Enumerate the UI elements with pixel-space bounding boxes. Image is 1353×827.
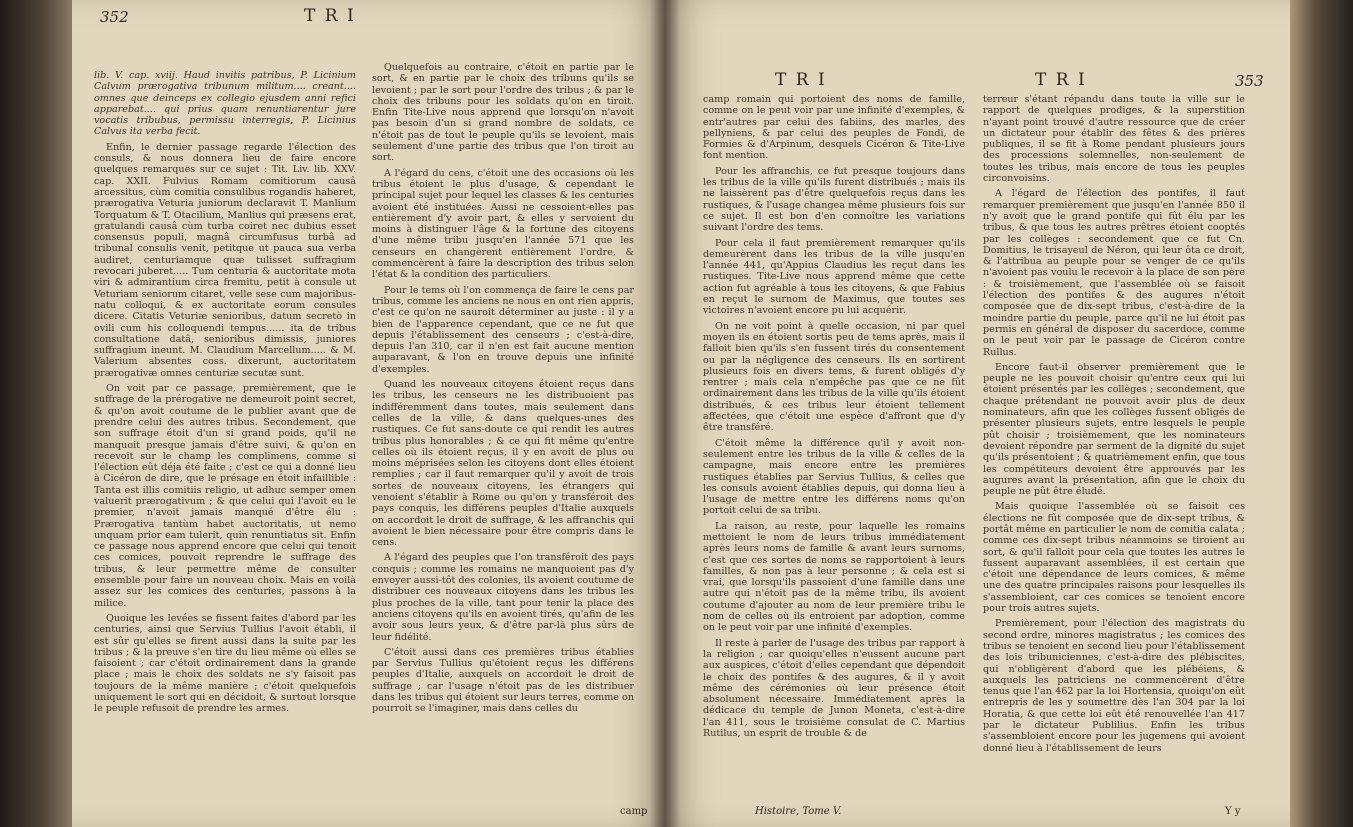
- running-head-left: T R I: [304, 6, 356, 26]
- paragraph: camp romain qui portoient des noms de famille, comme on le peut voir par une infinité d'exemples, & entr'autres par celui des fabiins, des marles, des pellyniens, & par celui des peuples de Fondi, de Formies & d'Arpinum, desquels Cicéron & Tite-Live font mention.: [703, 94, 965, 162]
- paragraph: Quelquefois au contraire, c'étoit en partie par le sort, & en partie par le choix des tribuns qu'ils se levoient ; par le sort pour l'ordre des tribus ; & par le choix des tribuns pour les soldats qu'on en tiroit. Enfin Tite-Live nous apprend que lorsqu'on n'avoit pas besoin d'un si grand nombre de soldats, ce n'étoit pas de tout le peuple qu'ils se levoient, mais seulement d'une partie des tribus que l'on tiroit au sort.: [372, 62, 634, 164]
- paragraph: C'étoit aussi dans ces premières tribus établies par Servius Tullius qu'étoient reçus les différens peuples d'Italie, auxquels on accordoit le droit de suffrage ; car l'usage n'étoit pas de les distribuer dans les tribus qui étoient sur leurs terres, comme on pourroit se l'imaginer, mais dans celles du: [372, 646, 634, 715]
- paragraph: On voit par ce passage, premièrement, que le suffrage de la prérogative ne demeuroit point secret, & qu'on avoit coutume de le publier avant que de prendre celui des autres tribus. Secondement, que son suffrage étoit d'un si grand poids, qu'il ne manquoit presque jamais d'être suivi, & qu'on en recevoit sur le champ les complimens, comme si l'élection eût déja été faite ; c'est ce qui a donné lieu à Cicéron de dire, que le présage en étoit infaillible : Tanta est illis comitiis religio, ut adhuc semper omen valuerit prærogativum ; & que celui qui l'avoit eu le premier, n'avoit jamais manqué d'être élu : Prærogativa tantùm habet auctoritatis, ut nemo unquam prior eam tulerit, quin renuntiatus sit. Enfin ce passage nous apprend encore que celui qui tenoit ces comices, pouvoit reprendre le suffrage des tribus, & leur permettre même de consulter ensemble pour faire un nouveau choix. Mais en voilà assez sur les comices des centuries, passons à la milice.: [94, 383, 356, 609]
- paragraph: Enfin, le dernier passage regarde l'élection des consuls, & nous donnera lieu de faire encore quelques remarques sur ce sujet : Tit. Liv. lib. XXV. cap. XXII. Fulvius Romam comitiorum causâ arcessitus, cùm comitia consulibus rogandis haberet, prærogativa Veturia juniorum declaravit T. Manlium Torquatum & T. Otacilium, Manlius qui præsens erat, gratulandi causâ cùm turba coiret nec dubius esset consensus populi, magnâ circumfusus turbâ ad tribunal consulis venit, petitque ut pauca sua verba audiret, centuriamque quæ tulisset suffragium revocari juberet..... Tum centuria & auctoritate mota viri & admirantium circa fremitu, petit à consule ut Veturiam seniorum citaret, velle sese cum majoribus-natu colloqui, & ex auctoritate eorum consules dicere. Citatis Veturiæ senioribus, datum secretò in ovili cum his colloquendi tempus...... ita de tribus consultatione datâ, senioribus dimissis, juniores suffragium ineunt. M. Claudium Marcellum..... & M. Valerium absentes coss. dixerunt, auctoritatem prærogativæ omnes centuriæ secutæ sunt.: [94, 141, 356, 379]
- paragraph: Pour cela il faut premièrement remarquer qu'ils demeurèrent dans les tribus de la ville jusqu'en l'année 441, qu'Appius Claudius les reçut dans les rustiques. Tite-Live nous apprend même que cette action fut agréable à tous les citoyens, & que Fabius en reçut le surnom de Maximus, que toutes ses victoires n'avoient encore pu lui acquérir.: [703, 237, 965, 317]
- page-number-left: 352: [100, 8, 129, 26]
- paragraph: A l'égard de l'élection des pontifes, il faut remarquer premièrement que jusqu'en l'année 850 il n'y avoit que le grand pontife qui fût élu par les tribus, & que tous les autres prêtres étoient cooptés par les collèges : secondement que ce fut Cn. Domitius, le trisayeul de Néron, qui leur ôta ce droit, & l'attribua au peuple pour se venger de ce qu'ils n'avoient pas voulu le recevoir à la place de son père : & troisièmement, que l'assemblée où se faisoit l'élection des pontifes & des augures n'étoit composée que de dix-sept tribus, c'est-à-dire de la moindre partie du peuple, parce qu'il ne lui étoit pas permis en général de disposer du sacerdoce, comme on le peut voir par le passage de Cicéron contre Rullus.: [983, 188, 1245, 358]
- paragraph: Mais quoique l'assemblée où se faisoit ces élections ne fût composée que de dix-sept tribus, & portât même en particulier le nom de comitia calata ; comme ces dix-sept tribus néanmoins se tiroient au sort, & qu'il falloit pour cela que toutes les autres le fussent auparavant assemblées, il est certain que c'étoit une dépendance de leurs comices, & même une des quatre principales raisons pour lesquelles ils s'assembloient, car ces comices se tenoient encore pour trois autres sujets.: [983, 501, 1245, 615]
- paragraph: Il reste à parler de l'usage des tribus par rapport à la religion ; car quoiqu'elles n'eussent aucune part aux auspices, c'étoit d'elles cependant que dépendoit le choix des pontifes & des augures, & il y avoit même des cérémonies où leur présence étoit absolument nécessaire. Immédiatement après la dédicace du temple de Junon Moneta, c'est-à-dire l'an 411, sous le troisième consulat de C. Martius Rutilus, un esprit de trouble & de: [703, 637, 965, 740]
- footer-volume: Histoire, Tome V.: [755, 806, 842, 817]
- left-page-column-2: [372, 62, 634, 719]
- paragraph: C'étoit même la différence qu'il y avoit non-seulement entre les tribus de la ville & celles de la campagne, mais encore entre les premières rustiques établies par Servius Tullius, & celles que les consuls avoient établies depuis, qui donna lieu à l'usage de mettre entre les différens noms qu'on portoit celui de sa tribu.: [703, 437, 965, 517]
- paragraph: Quand les nouveaux citoyens étoient reçus dans les tribus, les censeurs ne les distribuoient pas indifféremment dans toutes, mais seulement dans celles de la ville, & dans quelques-unes des rustiques. Ce fut sans-doute ce qui rendit les autres tribus plus honorables ; & ce qui fit même qu'entre celles où ils étoient reçus, il y en avoit de plus ou moins méprisées selon les citoyens dont elles étoient remplies ; car il faut remarquer qu'il y avoit de trois sortes de nouveaux citoyens, les étrangers qui venoient s'établir à Rome ou qu'on y transféroit des pays conquis, les différens peuples d'Italie auxquels on accordoit le droit de suffrage, & les affranchis qui avoient le bien nécessaire pour être compris dans le cens.: [372, 379, 634, 549]
- paragraph: Encore faut-il observer premièrement que le peuple ne les pouvoit choisir qu'entre ceux qui lui étoient présentés par les collèges ; secondement, que chaque prétendant ne pouvoit avoir plus de deux nominateurs, afin que les collèges fussent obligés de présenter plusieurs sujets, entre lesquels le peuple pût choisir ; troisièmement, que les nominateurs devoient répondre par serment de la dignité du sujet qu'ils présentoient ; & quatrièmement enfin, que tous les compétiteurs devoient être approuvés par les augures avant la présentation, afin que le choix du peuple ne pût être éludé.: [983, 361, 1245, 498]
- paragraph: Quoique les levées se fissent faites d'abord par les centuries, ainsi que Servius Tullius l'avoit établi, il est sûr qu'elles se firent aussi dans la suite par les tribus ; & la preuve s'en tire du lieu même où elles se faisoient ; car c'étoit ordinairement dans la grande place ; mais le choix des soldats ne s'y faisoit pas toujours de la même manière ; c'étoit quelquefois uniquement le sort qui en décidoit, & surtout lorsque le peuple refusoit de prendre les armes.: [94, 612, 356, 715]
- book-edge-right: [1290, 0, 1353, 827]
- right-page-column-1: [703, 94, 965, 743]
- right-page-column-2: [983, 94, 1245, 758]
- paragraph: La raison, au reste, pour laquelle les romains mettoient le nom de leurs tribus immédiatement après leurs noms de famille & avant leurs surnoms, c'est que ces sortes de noms se rapportoient à leurs familles, & non pas à leur personne ; & cela est si vrai, que lorsqu'ils passoient d'une famille dans une autre qui n'étoit pas de la même tribu, ils avoient coutume d'ajouter au nom de leur première tribu le nom de celles où ils entroient par adoption, comme on le peut voir par une infinité d'exemples.: [703, 520, 965, 634]
- running-head-right-col1: T R I: [775, 70, 827, 90]
- paragraph: Premièrement, pour l'élection des magistrats du second ordre, minores magistratus ; les comices des tribus se tenoient en second lieu pour l'établissement des lois tribuniciennes, c'est-à-dire des plébiscites, qui n'obligèrent d'abord que les plébéiens, & auxquels les patriciens ne commencèrent d'être tenus que l'an 462 par la loi Hortensia, quoiqu'on eût entrepris de les y soumettre dès l'an 304 par la loi Horatia, & que cette loi eût été renouvellée l'an 417 par le dictateur Publilius. Enfin les tribus s'assembloient encore pour les jugemens qui avoient donné lieu à l'établissement de leurs: [983, 618, 1245, 754]
- left-page: [72, 0, 665, 827]
- paragraph: Pour les affranchis, ce fut presque toujours dans les tribus de la ville qu'ils furent distribués ; mais ils ne laissèrent pas d'être quelquefois reçus dans les rustiques, & l'usage changea même plusieurs fois sur ce sujet. Il est bon d'en connoître les variations suivant l'ordre des tems.: [703, 165, 965, 234]
- paragraph: Pour le tems où l'on commença de faire le cens par tribus, comme les anciens ne nous en ont rien appris, c'est ce qu'on ne sauroit déterminer au juste : il y a bien de l'apparence cependant, que ce ne fut que depuis l'établissement des censeurs ; c'est-à-dire, depuis l'an 310, car il n'en est fait aucune mention auparavant, & l'on en trouve depuis une infinité d'exemples.: [372, 284, 634, 375]
- running-head-right-col2: T R I: [1035, 70, 1087, 90]
- paragraph: lib. V. cap. xviij. Haud invitis patribus, P. Licinium Calvum prærogativa tribunum militum.... creant.... omnes que deinceps ex collegio ejusdem anni refici apparebat.... qui prius quam renuntiarentur jure vocatis tribubus, permissu interregis, P. Licinius Calvus ita verba fecit.: [94, 70, 356, 138]
- paragraph: A l'égard des peuples que l'on transféroit des pays conquis ; comme les romains ne manquoient pas d'y envoyer aussi-tôt des colonies, ils avoient coutume de distribuer ces nouveaux citoyens dans les tribus les plus proches de la ville, tant pour tenir la place des anciens citoyens qu'ils en avoient tirés, qu'afin de les avoir sous leurs yeux, & d'être par-là plus sûrs de leur fidélité.: [372, 552, 634, 643]
- catchword: camp: [620, 806, 648, 817]
- page-number-right: 353: [1235, 72, 1264, 90]
- book-edge-left: [0, 0, 72, 827]
- right-page: [665, 0, 1290, 827]
- left-page-column-1: [94, 70, 356, 719]
- paragraph: terreur s'étant répandu dans toute la ville sur le rapport de quelques prodiges, & la superstition n'ayant point trouvé d'autre ressource que de créer un dictateur pour établir des fêtes & des prières publiques, il se fit à Rome pendant plusieurs jours des processions solemnelles, non-seulement de toutes les tribus, mais encore de tous les peuples circonvoisins.: [983, 94, 1245, 185]
- signature-mark: Y y: [1225, 806, 1241, 817]
- paragraph: A l'égard du cens, c'étoit une des occasions où les tribus étoient le plus d'usage, & cependant le principal sujet pour lequel les classes & les centuries avoient été instituées. Aussi ne cessoient-elles pas entièrement d'y avoir part, & elles y servoient du moins à distinguer l'âge & la fortune des citoyens d'une même tribu jusqu'en l'année 571 que les censeurs en changèrent entièrement l'ordre, & commencèrent à faire la description des tribus selon l'état & la condition des particuliers.: [372, 167, 634, 281]
- book-gutter: [650, 0, 680, 827]
- paragraph: On ne voit point à quelle occasion, ni par quel moyen ils en étoient sortis peu de tems après, mais il falloit bien qu'ils s'en fussent tirés du consentement ou par la négligence des censeurs. Ils en sortirent plusieurs fois en divers tems, & furent obligés d'y rentrer ; mais cela n'empêche pas que ce ne fût ordinairement dans les tribus de la ville qu'ils étoient distribués, & ces tribus leur étoient tellement affectées, que c'étoit une espèce d'affront que d'y être transféré.: [703, 320, 965, 434]
